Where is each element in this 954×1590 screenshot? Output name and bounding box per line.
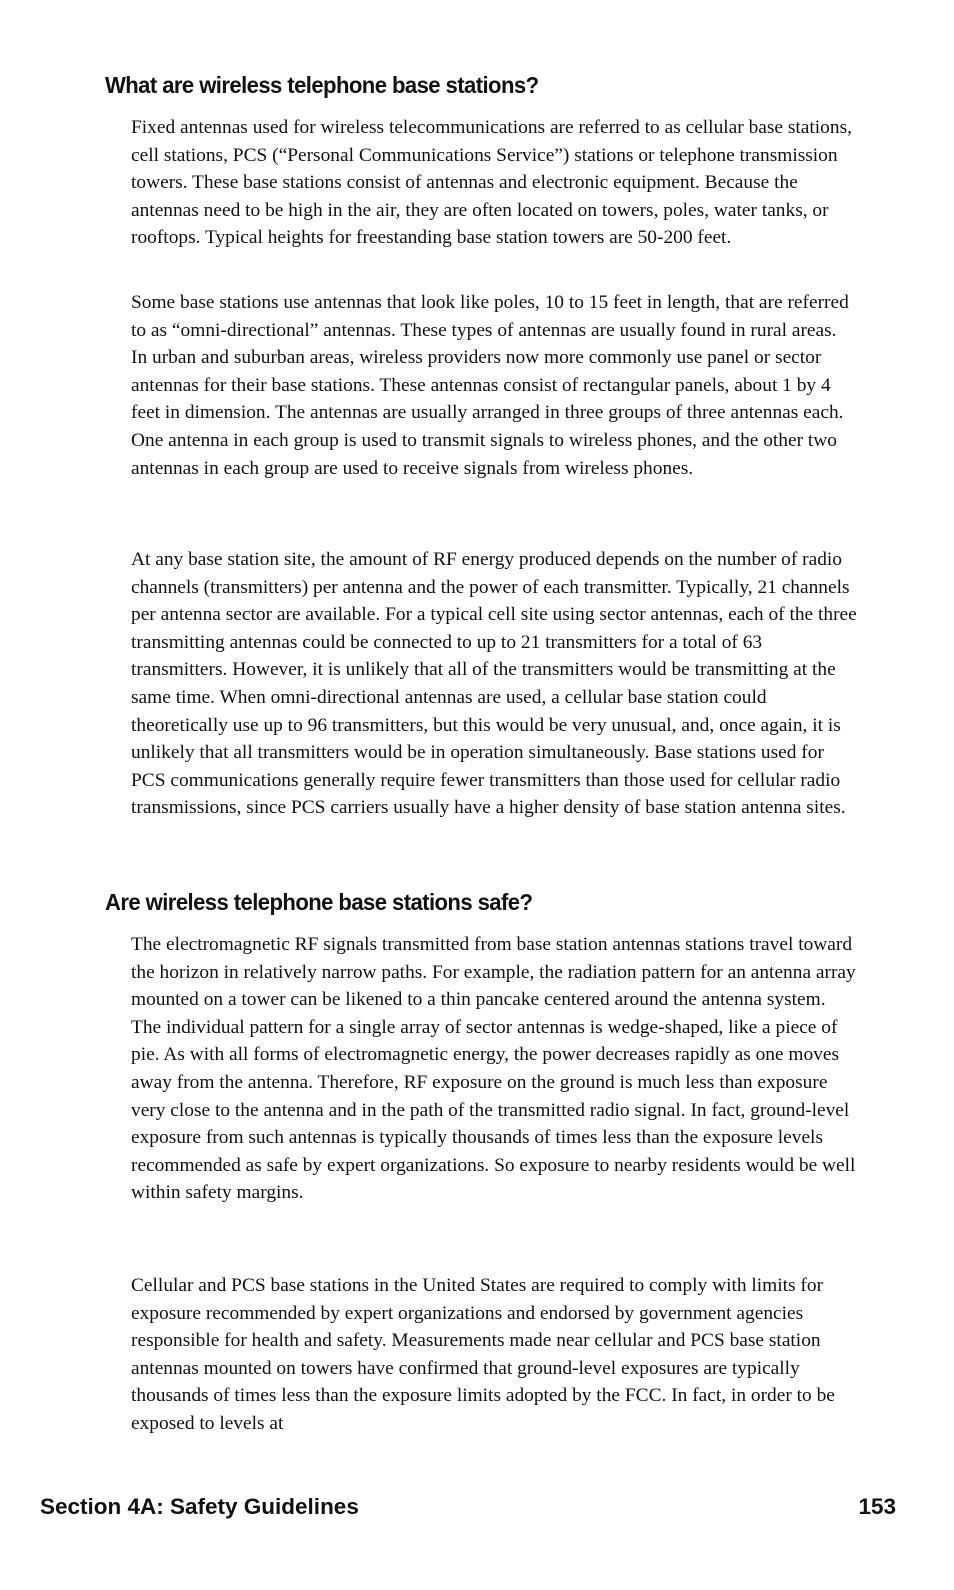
section-heading-base-stations: What are wireless telephone base stations? (105, 72, 539, 98)
section-heading-safety: Are wireless telephone base stations safe? (105, 889, 533, 915)
footer-section-title: Section 4A: Safety Guidelines (40, 1494, 359, 1519)
paragraph-compliance: Cellular and PCS base stations in the United States are required to comply with limits for exposure recommended by expert organizations and endorsed by government agencies responsible for health and safety. Measurements made near cellular and PCS base station antennas mounted on towers have confirmed that ground-level exposures are typically thousands of times less than the exposure limits adopted by the FCC. In fact, in order to be exposed to levels at (131, 1275, 835, 1434)
footer-page-number: 153 (858, 1494, 896, 1519)
paragraph-rf-energy: At any base station site, the amount of RF energy produced depends on the number of radio channels (transmitters) per antenna and the power of each transmitter. Typically, 21 channels per antenna sector are available. For a typical cell site using sector antennas, each of the three transmitting antennas could be connected to up to 21 transmitters for a total of 63 transmitters. However, it is unlikely that all of the transmitters would be transmitting at the same time. When omni-directional antennas are used, a cellular base station could theoretically use up to 96 transmitters, but this would be very unusual, and, once again, it is unlikely that all transmitters would be in operation simultaneously. Base stations used for PCS communications generally require fewer transmitters than those used for cellular radio transmissions, since PCS carriers usually have a higher density of base station antenna sites. (131, 549, 857, 819)
paragraph-electromagnetic-signals: The electromagnetic RF signals transmitted from base station antennas stations travel toward the horizon in relatively narrow paths. For example, the radiation pattern for an antenna array mounted on a tower can be likened to a thin pancake centered around the antenna system. The individual pattern for a single array of sector antennas is wedge-shaped, like a piece of pie. As with all forms of electromagnetic energy, the power decreases rapidly as one moves away from the antenna. Therefore, RF exposure on the ground is much less than exposure very close to the antenna and in the path of the transmitted radio signal. In fact, ground-level exposure from such antennas is typically thousands of times less than the exposure levels recommended as safe by expert organizations. So exposure to nearby residents would be well within safety margins. (131, 934, 856, 1204)
paragraph-fixed-antennas: Fixed antennas used for wireless telecommunications are referred to as cellular base stations, cell stations, PCS (“Personal Communications Service”) stations or telephone transmission towers. These base stations consist of antennas and electronic equipment. Because the antennas need to be high in the air, they are often located on towers, poles, water tanks, or rooftops. Typical heights for freestanding base station towers are 50-200 feet. (131, 117, 852, 249)
paragraph-omni-directional: Some base stations use antennas that look like poles, 10 to 15 feet in length, that are referred to as “omni-directional” antennas. These types of antennas are usually found in rural areas. In urban and suburban areas, wireless providers now more commonly use panel or sector antennas for their base stations. These antennas consist of rectangular panels, about 1 by 4 feet in dimension. The antennas are usually arranged in three groups of three antennas each. One antenna in each group is used to transmit signals to wireless phones, and the other two antennas in each group are used to receive signals from wireless phones. (131, 292, 849, 479)
